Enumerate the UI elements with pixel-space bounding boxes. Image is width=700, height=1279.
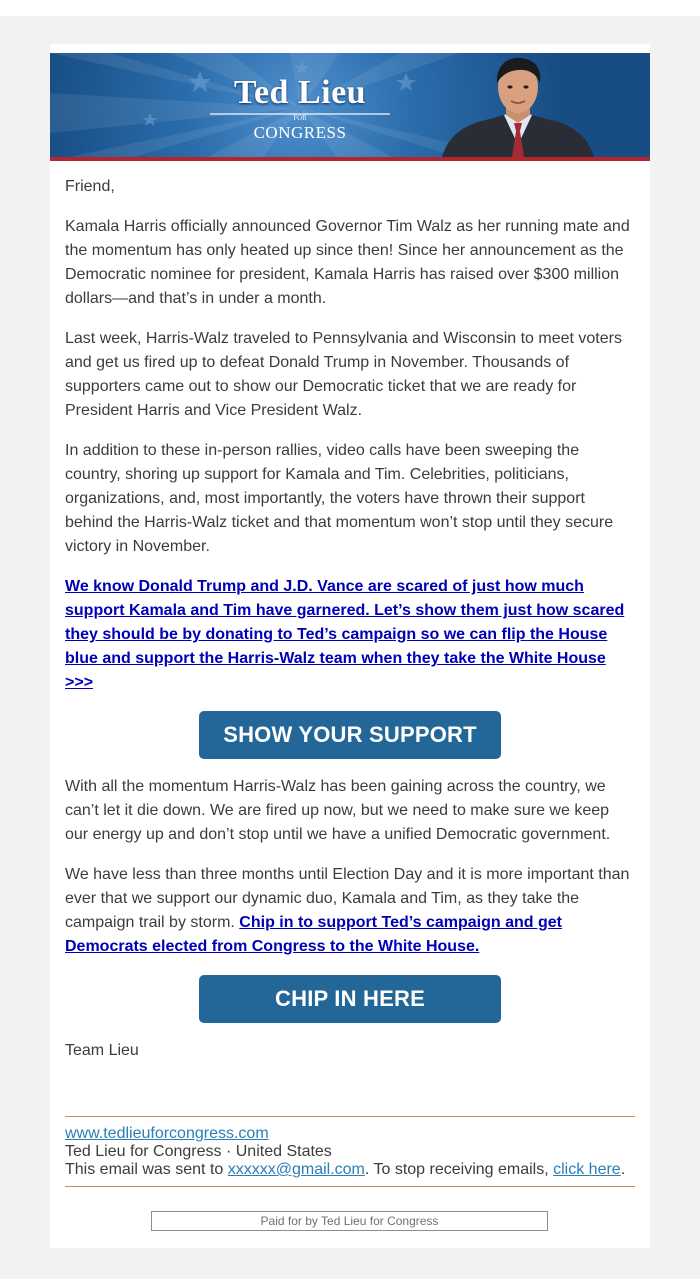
top-strip — [0, 0, 700, 16]
button-row — [65, 711, 635, 759]
organization-line: Ted Lieu for Congress · United States — [65, 1143, 332, 1160]
body-paragraph: Kamala Harris officially announced Governor Tim Walz as her running mate and the momentum has only heated up since then! Since her announcement as the Democratic nominee for president, Kamala Harris has raised over $300 million dollars—and that’s in under a month. — [65, 218, 630, 307]
button-row — [65, 975, 635, 1023]
campaign-logo-for: FOR — [293, 114, 307, 122]
email-card — [50, 44, 650, 1248]
recipient-email-link[interactable]: xxxxxx@gmail.com — [227, 1161, 365, 1178]
body-paragraph: Last week, Harris-Walz traveled to Pennsylvania and Wisconsin to meet voters and get us fired up to defeat Donald Trump in November. Thousands of supporters came out to show our Democratic ticket that we are ready for President Harris and Vice President Walz. — [65, 330, 622, 419]
body-text: We have less than three months until Election Day and it is more important than ever that we support our dynamic duo, Kamala and Tim, as they take the campaign trail by storm. — [65, 866, 630, 931]
recipient-line — [65, 1161, 635, 1179]
chip-in-link[interactable]: Chip in to support Ted’s campaign and get Democrats elected from Congress to the White House. — [65, 914, 562, 955]
body-paragraph-with-link — [65, 863, 635, 959]
sent-suffix: . — [620, 1161, 626, 1178]
body-paragraph: In addition to these in-person rallies, video calls have been sweeping the country, shoring up support for Kamala and Tim. Celebrities, politicians, organizations, and, most importantly, the voters have thrown their support behind the Harris-Walz ticket and that momentum won’t stop until they secure victory in November. — [65, 442, 614, 555]
header-red-rule — [50, 157, 650, 161]
unsubscribe-link[interactable]: click here — [553, 1161, 621, 1178]
footer-bottom-rule — [65, 1186, 635, 1187]
donate-paragraph — [65, 575, 635, 695]
greeting: Friend, — [65, 178, 115, 195]
website-link[interactable]: www.tedlieuforcongress.com — [65, 1125, 269, 1142]
campaign-header-banner — [50, 53, 650, 161]
sent-prefix: This email was sent to — [65, 1161, 228, 1178]
campaign-logo-title: Ted Lieu — [233, 74, 367, 111]
sent-middle: . To stop receiving emails, — [364, 1161, 554, 1178]
campaign-logo-subtitle: CONGRESS — [253, 123, 347, 142]
donate-link[interactable]: We know Donald Trump and J.D. Vance are scared of just how much support Kamala and Tim have garnered. Let’s show them just how scared they should be by donating to Ted’s campaign so we can flip the House blue and support the Harris-Walz team when they take the White House >>> — [65, 578, 625, 691]
body-paragraph: With all the momentum Harris-Walz has been gaining across the country, we can’t let it die down. We are fired up now, but we need to make sure we keep our energy up and don’t stop until we have a unified Democratic government. — [65, 778, 611, 843]
email-body — [65, 175, 635, 1079]
show-your-support-button[interactable]: SHOW YOUR SUPPORT — [199, 711, 501, 759]
candidate-portrait — [422, 53, 650, 157]
email-footer — [65, 1116, 635, 1187]
chip-in-here-button[interactable]: CHIP IN HERE — [199, 975, 501, 1023]
signoff: Team Lieu — [65, 1042, 139, 1059]
paid-for-disclaimer: Paid for by Ted Lieu for Congress — [151, 1211, 548, 1231]
